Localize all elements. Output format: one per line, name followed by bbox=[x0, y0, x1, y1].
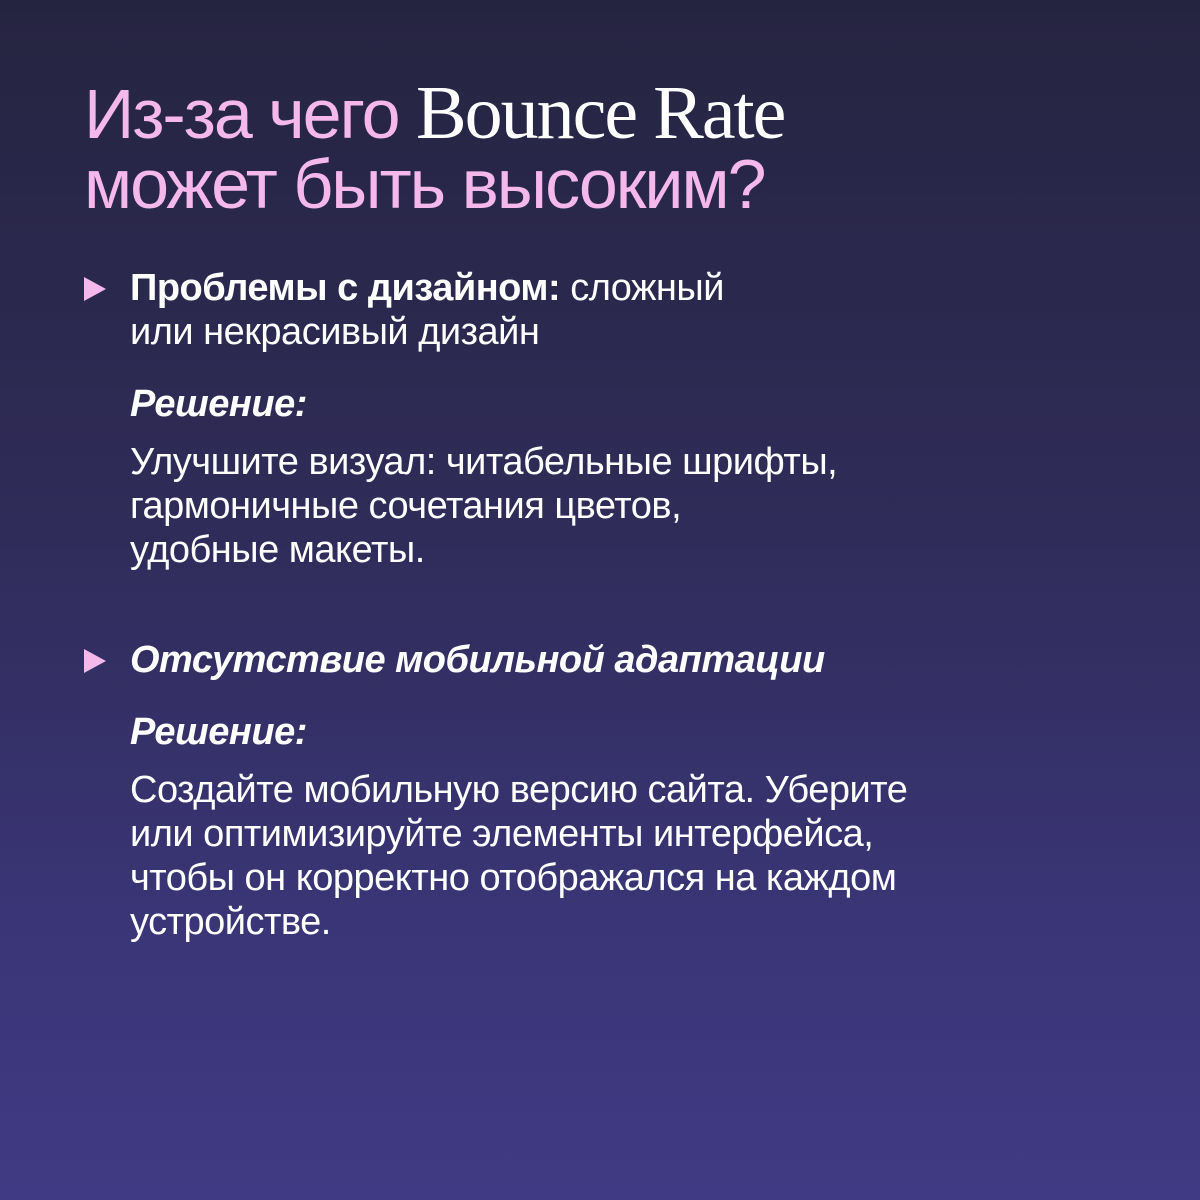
solution-label: Решение: bbox=[130, 711, 307, 753]
triangle-bullet-icon bbox=[84, 277, 106, 301]
solution-text: Улучшите визуал: читабельные шрифты, гармоничные сочетания цветов, удобные макеты. bbox=[130, 441, 838, 571]
item-title: Отсутствие мобильной адаптации bbox=[130, 639, 825, 681]
triangle-bullet-icon bbox=[84, 649, 106, 673]
solution-text: Создайте мобильную версию сайта. Уберите или оптимизируйте элементы интерфейса, чтобы он корректно отображался на каждом устройстве. bbox=[130, 769, 908, 943]
title-serif-term: Bounce Rate bbox=[415, 71, 785, 155]
title-line-1: Из-за чего Bounce Rate bbox=[84, 71, 785, 155]
list-item-mobile bbox=[84, 638, 1094, 944]
item-title-bold: Проблемы с дизайном: bbox=[130, 267, 561, 309]
solution-label: Решение: bbox=[130, 383, 307, 425]
title-line-2: может быть высоким? bbox=[84, 145, 765, 223]
page-title bbox=[84, 71, 1144, 223]
item-title: Проблемы с дизайном: сложный или некрасивый дизайн bbox=[130, 267, 724, 353]
list-item-design bbox=[84, 266, 1094, 572]
